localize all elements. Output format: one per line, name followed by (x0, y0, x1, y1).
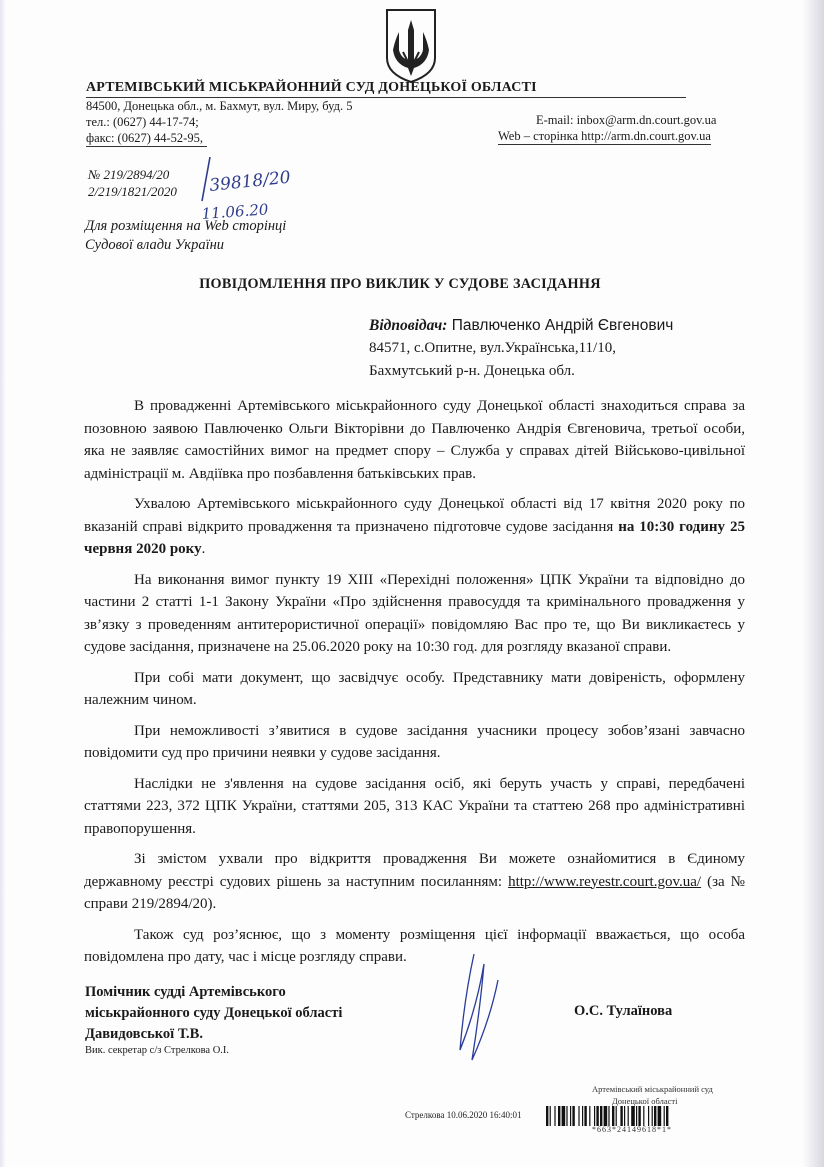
body-paragraph (84, 493, 745, 561)
signatory-line: Давидовської Т.В. (85, 1026, 203, 1042)
court-fax: факс: (0627) 44-52-95, (86, 131, 207, 147)
court-email: E-mail: inbox@arm.dn.court.gov.ua (536, 113, 717, 127)
placement-note (85, 217, 286, 255)
trident-emblem-icon (383, 6, 439, 86)
paragraph-text: (за № справи 219/2894/20). (84, 873, 745, 912)
placement-line: Для розміщення на Web сторінці (85, 218, 287, 234)
stamp-court: Артемівський міськрайонний суд (592, 1084, 713, 1094)
paragraph-text: . (201, 541, 206, 557)
signatory-line: міськрайонного суду Донецької області (85, 1005, 343, 1021)
recipient-block (369, 314, 673, 383)
recipient-address-line: 84571, с.Опитне, вул.Українська,11/10, (369, 340, 616, 356)
paragraph-text: Зі змістом ухвали про відкриття провадження Ви можете ознайомитися в Єдиному державному реєстрі судових рішень за наступним посиланням: (84, 851, 745, 890)
body-paragraph: При неможливості з’явитися в судове засідання учасники процесу зобов’язані завчасно повідомити суд про причини неявки у судове засідання. (84, 722, 745, 761)
paragraph-text: Ухвалою Артемівського міськрайонного суду Донецької області від 17 квітня 2020 року по вказаній справі відкрито провадження та призначено підготовче судове засідання (84, 496, 745, 535)
executor-note: Вик. секретар с/з Стрелкова О.І. (85, 1045, 230, 1056)
recipient-name: Павлюченко Андрій Євгенович (451, 317, 674, 334)
recipient-label: Відповідач: (369, 317, 448, 334)
barcode-number: *663*24149618*1* (592, 1125, 672, 1134)
court-website: Web – сторінка http://arm.dn.court.gov.ua (498, 129, 711, 143)
recipient-address-line: Бахмутський р-н. Донецька обл. (369, 363, 575, 379)
court-address: 84500, Донецька обл., м. Бахмут, вул. Миру, буд. 5 (86, 99, 353, 113)
scan-edge-left (0, 0, 6, 1167)
body-paragraph (84, 848, 745, 916)
handwritten-number: 39818/20 (208, 167, 292, 196)
stamp-registration: Стрелкова 10.06.2020 16:40:01 (405, 1110, 522, 1120)
body-paragraph: Наслідки не з'явлення на судове засідання осіб, які беруть участь у справі, передбачені статтями 223, 372 ЦПК України, статтями 205, 313 КАС України та статтею 268 про адміністративні правопорушення. (84, 775, 745, 837)
body-paragraph: Також суд роз’яснює, що з моменту розміщення цієї інформації вважається, що особа повідомлена про дату, час і місце розгляду справи. (84, 926, 745, 965)
registry-link[interactable]: http://www.reyestr.court.gov.ua/ (508, 873, 702, 890)
reference-numbers (88, 166, 177, 200)
proceeding-number: 2/219/1821/2020 (88, 184, 177, 199)
court-phone: тел.: (0627) 44-17-74; (86, 115, 199, 129)
barcode (546, 1106, 770, 1126)
case-number: № 219/2894/20 (88, 167, 170, 182)
handwritten-date: 11.06.20 (201, 200, 269, 223)
body-paragraph: На виконання вимог пункту 19 XIII «Перехідні положення» ЦПК України та відповідно до частини 2 статті 1-1 Закону України «Про здійснення правосуддя та кримінального провадження у зв’язку з проведенням антитерористичної операції» повідомляю Вас про те, що Ви викликаєтесь у судове засідання, призначене на 25.06.2020 року на 10:30 год. для розгляду вказаної справи. (84, 571, 745, 655)
handwritten-signature (446, 950, 516, 1070)
hearing-date: на 10:30 годину 25 червня 2020 року (84, 518, 745, 557)
body-paragraph: При собі мати документ, що засвідчує особу. Представнику мати довіреність, оформлену належним чином. (84, 669, 745, 708)
document-body (84, 395, 745, 977)
document-title: ПОВІДОМЛЕННЯ ПРО ВИКЛИК У СУДОВЕ ЗАСІДАННЯ (199, 276, 601, 292)
signatory-line: Помічник судді Артемівського (85, 984, 286, 1000)
body-paragraph: В провадженні Артемівського міськрайонного суду Донецької області знаходиться справа за позовною заявою Павлюченко Ольги Вікторівни до Павлюченко Андрія Євгеновича, третьої особи, яка не заявляє самостійних вимог на предмет спору – Служба у справах дітей Військово-цивільної адміністрації м. Авдіївка про позбавлення батьківських прав. (84, 398, 745, 482)
placement-line: Судової влади України (85, 237, 225, 253)
signatory-title (85, 982, 405, 1045)
stamp-region: Донецької області (612, 1096, 678, 1106)
signatory-name: О.С. Тулаїнова (574, 1003, 673, 1019)
scan-edge-right (802, 0, 824, 1167)
header-divider (86, 97, 686, 98)
court-name: АРТЕМІВСЬКИЙ МІСЬКРАЙОННИЙ СУД ДОНЕЦЬКОЇ ОБЛАСТІ (86, 80, 537, 95)
